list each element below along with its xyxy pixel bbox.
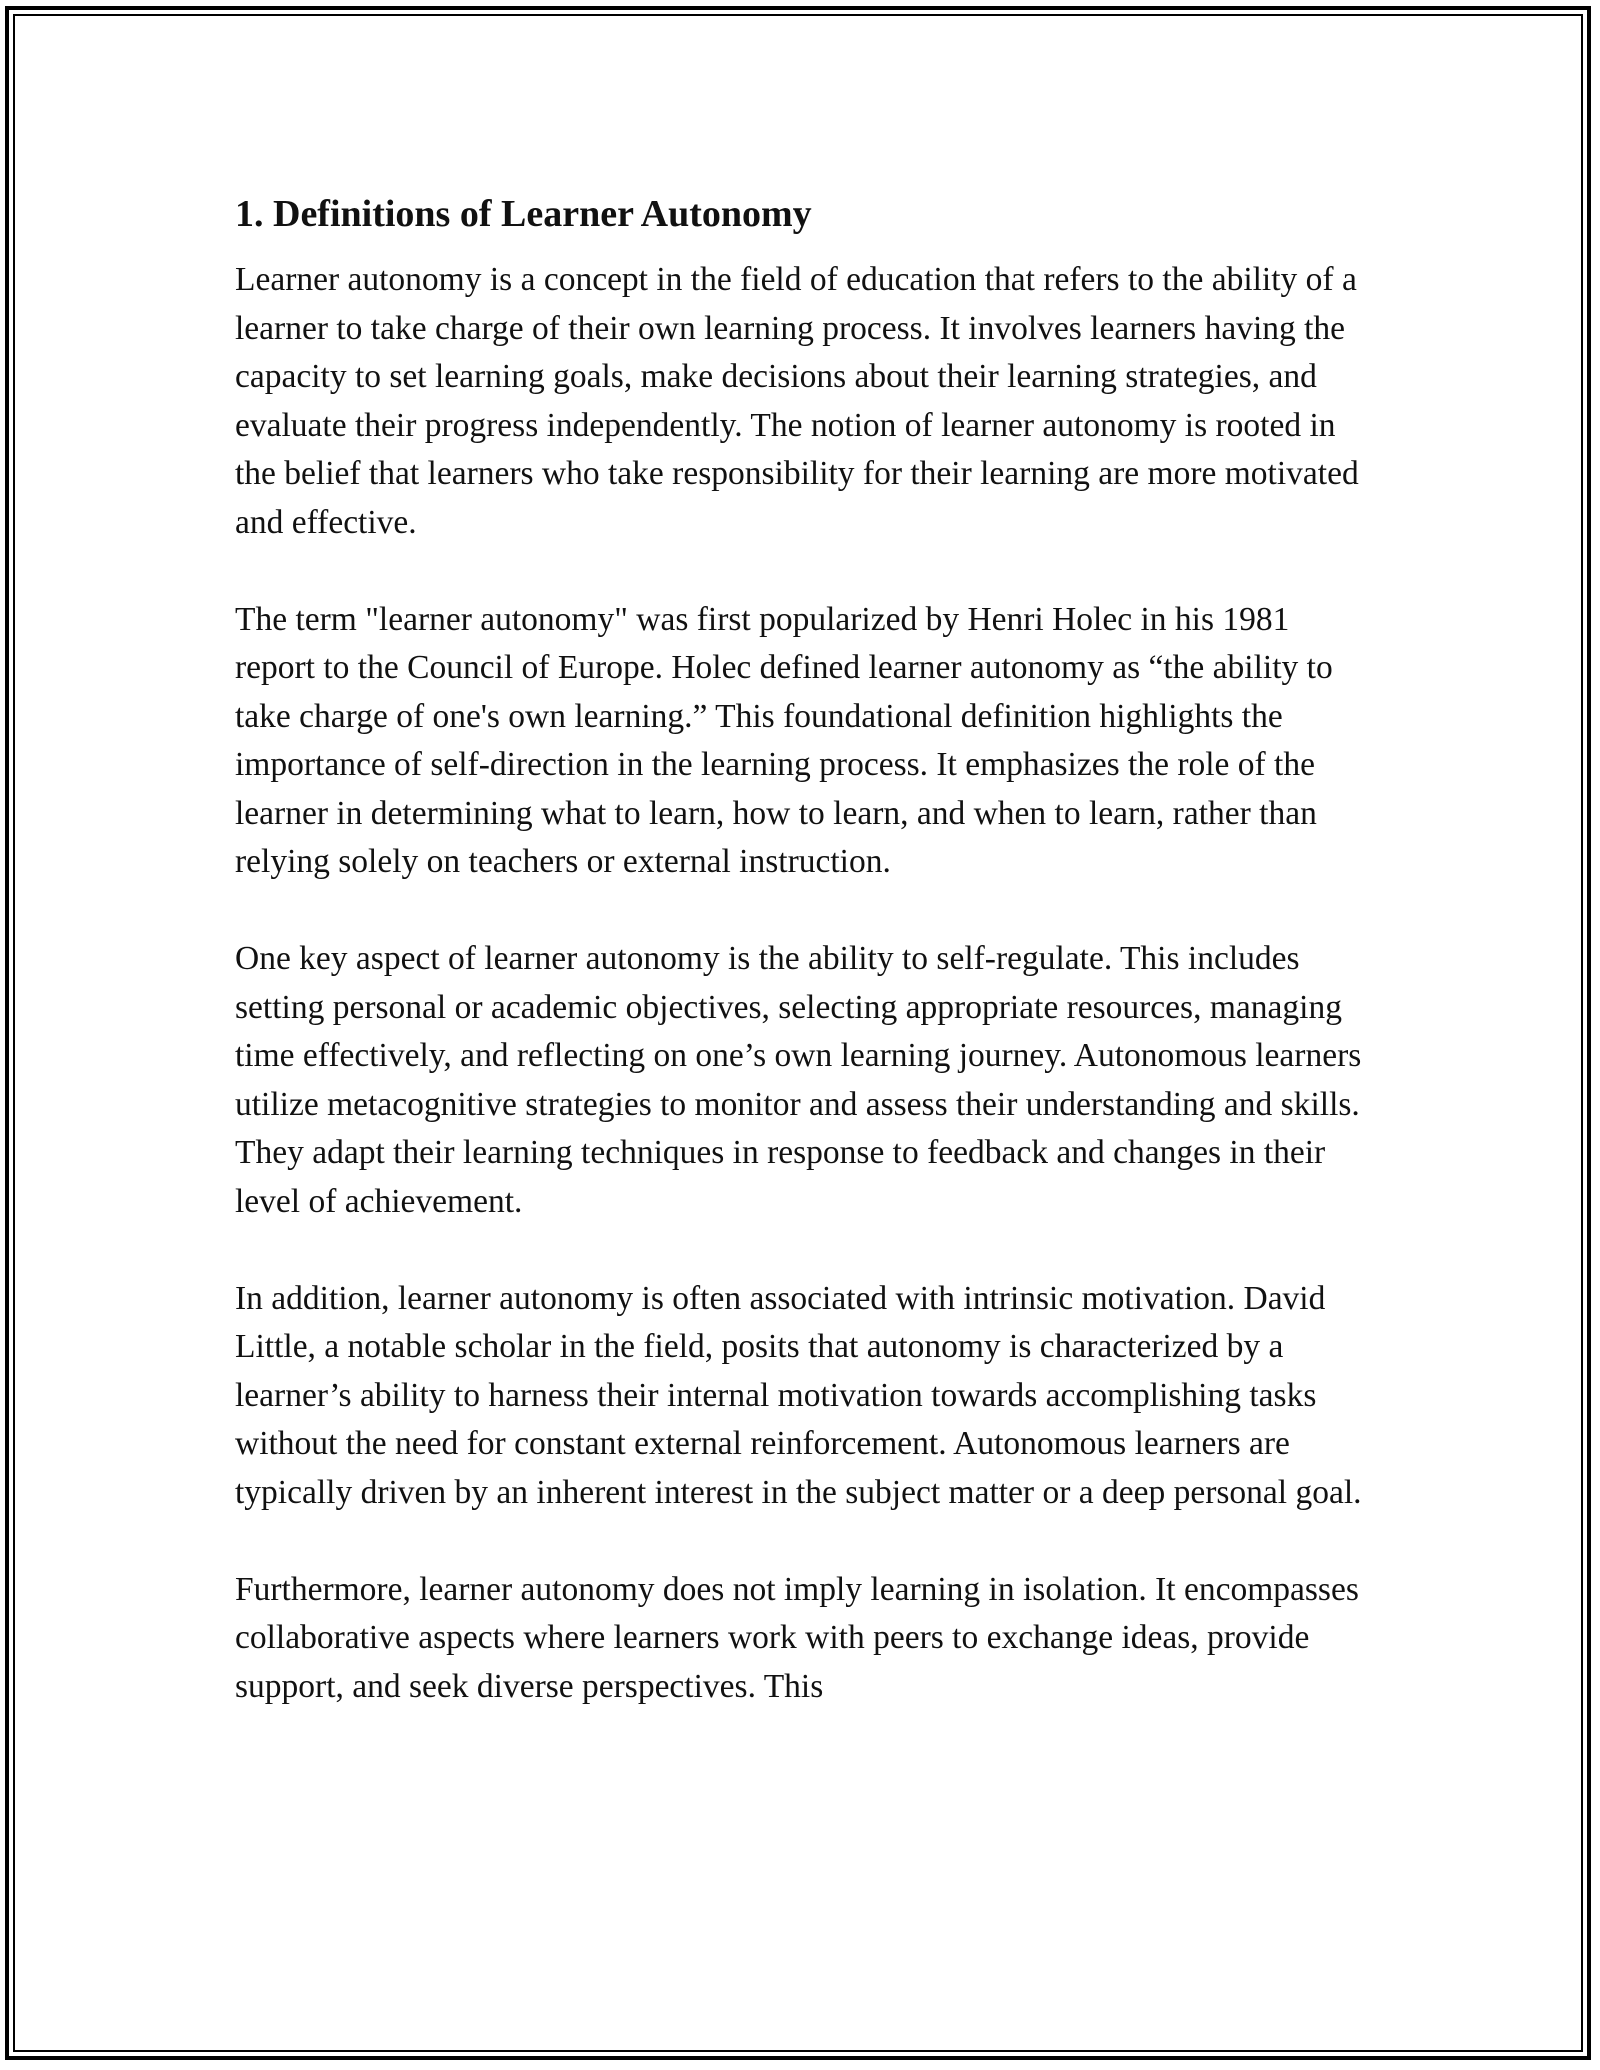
paragraph-self-regulation: One key aspect of learner autonomy is the ability to self-regulate. This includes setting personal or academic objectives, selecting appropriate resources, managing time effectively, and reflecting on one’s own learning journey. Autonomous learners utilize metacognitive strategies to monitor and assess their understanding and skills. They adapt their learning techniques in response to feedback and changes in their level of achievement. xyxy=(235,940,1362,1220)
paragraph-definition: Learner autonomy is a concept in the field of education that refers to the ability of a learner to take charge of their own learning process. It involves learners having the capacity to set learning goals, make decisions about their learning strategies, and evaluate their progress independently. The notion of learner autonomy is rooted in the belief that learners who take responsibility for their learning are more motivated and effective. xyxy=(235,261,1359,541)
paragraph-holec: The term "learner autonomy" was first popularized by Henri Holec in his 1981 report to the Council of Europe. Holec defined learner autonomy as “the ability to take charge of one's own learning.” This foundational definition highlights the importance of self-direction in the learning process. It emphasizes the role of the learner in determining what to learn, how to learn, and when to learn, rather than relying solely on teachers or external instruction. xyxy=(235,600,1333,880)
paragraph-intrinsic-motivation: In addition, learner autonomy is often associated with intrinsic motivation. David Little, a notable scholar in the field, posits that autonomy is characterized by a learner’s ability to harness their internal motivation towards accomplishing tasks without the need for constant external reinforcement. Autonomous learners are typically driven by an inherent interest in the subject matter or a deep personal goal. xyxy=(235,1279,1362,1511)
paragraph-collaboration: Furthermore, learner autonomy does not imply learning in isolation. It encompasses collaborative aspects where learners work with peers to exchange ideas, provide support, and seek diverse perspectives. This xyxy=(235,1570,1359,1705)
document-body xyxy=(235,186,1375,1760)
section-heading: 1. Definitions of Learner Autonomy xyxy=(235,193,812,235)
